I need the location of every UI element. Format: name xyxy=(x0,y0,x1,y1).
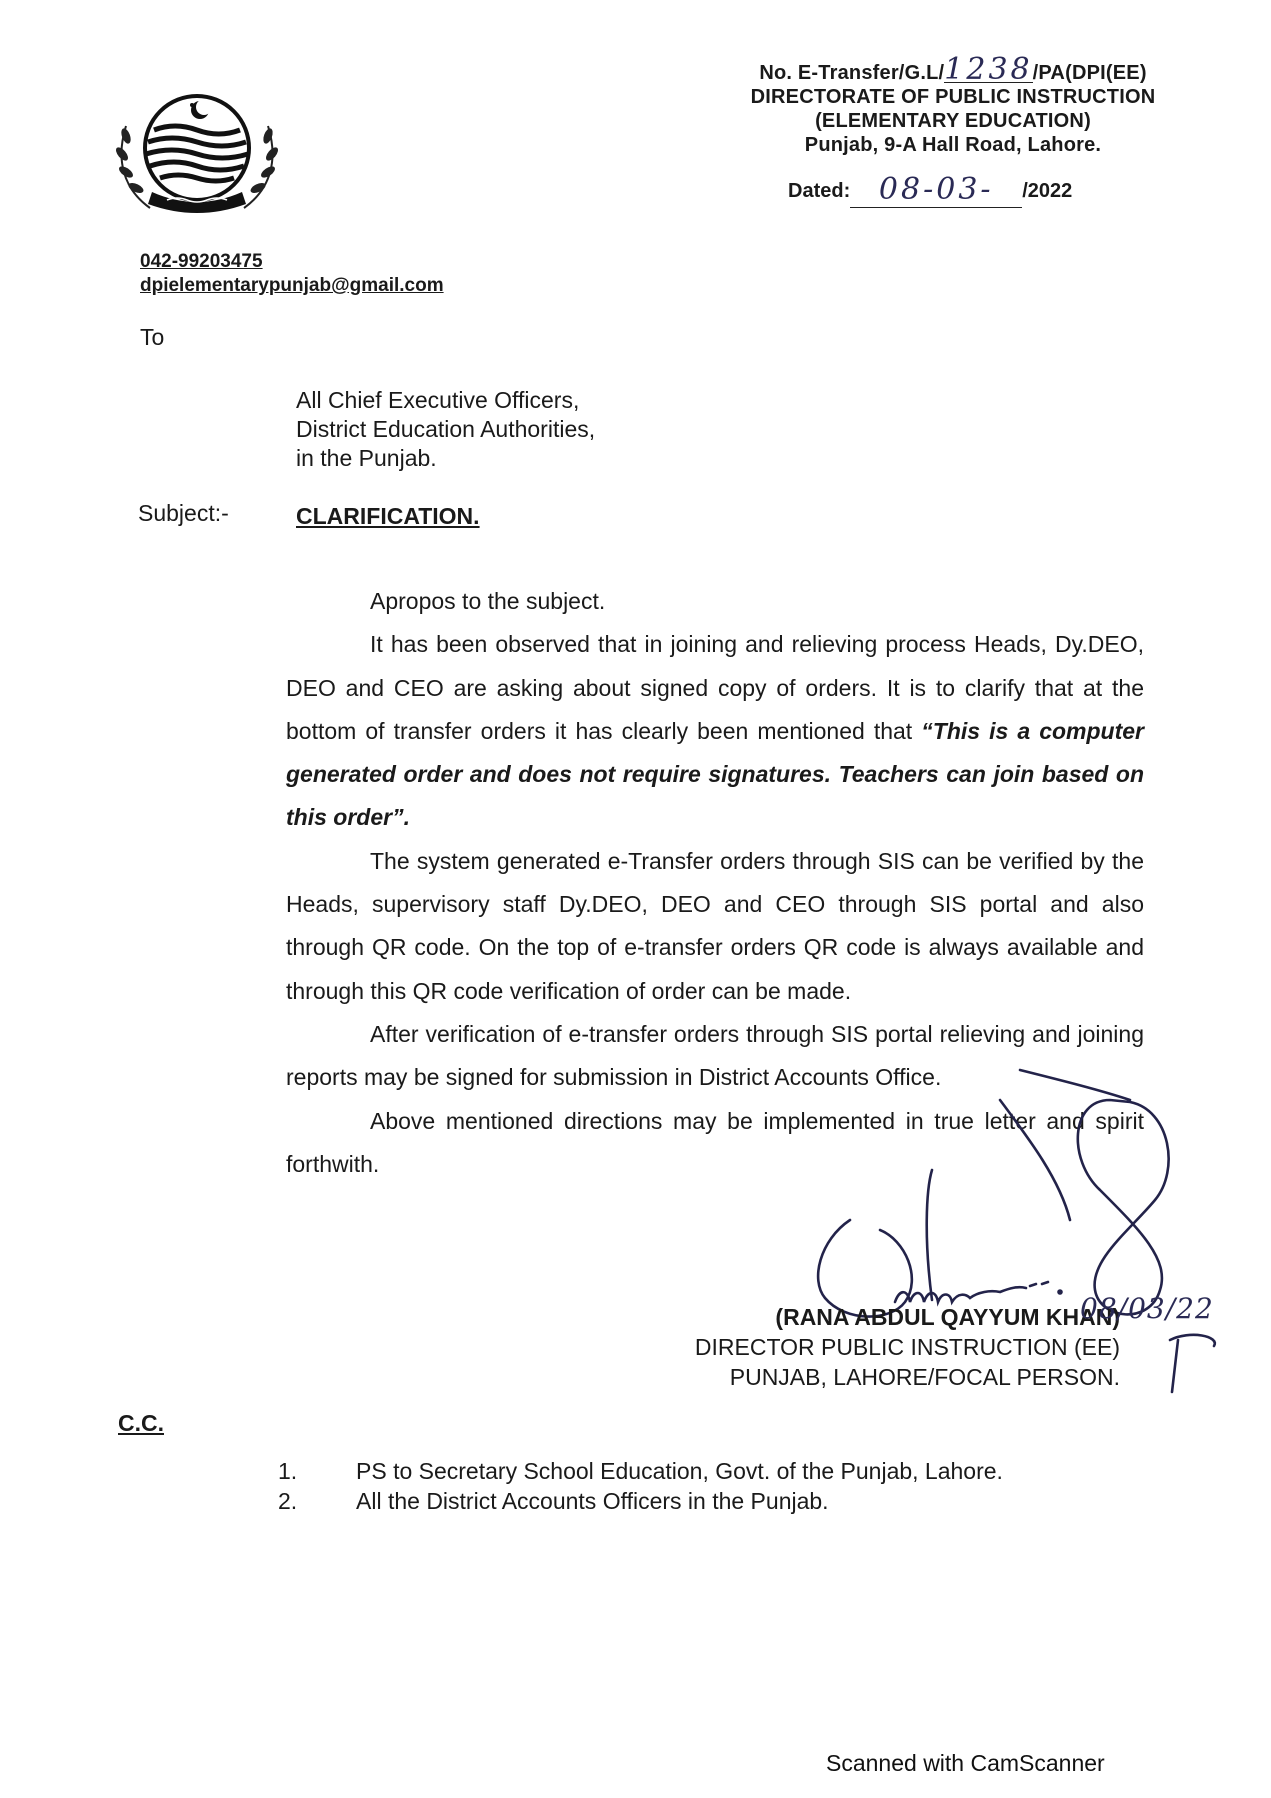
subject-label: Subject:- xyxy=(138,500,229,526)
to-label: To xyxy=(140,324,165,350)
body-paragraph-4: After verification of e-transfer orders through SIS portal relieving and joining reports may be signed for submission in District Accounts Office. xyxy=(286,1020,1144,1091)
body-paragraph-1: Apropos to the subject. xyxy=(370,588,606,614)
phone-number: 042-99203475 xyxy=(140,251,263,272)
directorate-name: DIRECTORATE OF PUBLIC INSTRUCTION xyxy=(750,86,1156,108)
directorate-address: Punjab, 9-A Hall Road, Lahore. xyxy=(804,134,1102,156)
scanner-watermark: Scanned with CamScanner xyxy=(826,1750,1105,1776)
date-line: Dated: 08-03- /2022 xyxy=(788,172,1073,207)
cc-list xyxy=(278,1456,1003,1516)
punjab-government-emblem-icon xyxy=(112,88,282,218)
cc-label: C.C. xyxy=(118,1410,164,1436)
handwritten-signature-date: 08/03/22 xyxy=(1080,1292,1214,1325)
signatory-name: (RANA ABDUL QAYYUM KHAN) xyxy=(775,1304,1120,1330)
signatory-location: PUNJAB, LAHORE/FOCAL PERSON. xyxy=(729,1364,1120,1390)
body-paragraph-2: It has been observed that in joining and relieving process Heads, Dy.DEO, DEO and CEO are asking about signed copy of orders. It is to clarify that at the bottom of transfer orders it has clearly been mentioned that “This is a computer generated order and does not require signatures. Teachers can join based on this order”. xyxy=(286,631,1144,831)
list-item: 1. PS to Secretary School Education, Govt. of the Punjab, Lahore. xyxy=(278,1458,1003,1484)
contact-info xyxy=(140,250,444,298)
directorate-subname: (ELEMENTARY EDUCATION) xyxy=(815,110,1091,132)
body-paragraph-5: Above mentioned directions may be implemented in true letter and spirit forthwith. xyxy=(286,1107,1144,1177)
subject-text: CLARIFICATION. xyxy=(296,503,480,529)
email-address: dpielementarypunjab@gmail.com xyxy=(140,275,444,296)
quoted-statement: “This is a computer generated order and does not require signatures. Teachers can join based on this order”. xyxy=(286,717,1144,831)
list-item: 2. All the District Accounts Officers in the Punjab. xyxy=(278,1488,829,1514)
handwritten-date: 08-03- xyxy=(850,172,1022,208)
body-paragraph-3: The system generated e-Transfer orders through SIS can be verified by the Heads, supervisory staff Dy.DEO, DEO and CEO through SIS portal and also through QR code. On the top of e-transfer orders QR code is always available and through this QR code verification of order can be made. xyxy=(286,847,1144,1004)
reference-number: No. E-Transfer/G.L/1238/PA(DPI(EE) xyxy=(759,52,1147,87)
signatory-title: DIRECTOR PUBLIC INSTRUCTION (EE) xyxy=(694,1334,1120,1360)
letter-header xyxy=(718,52,1188,157)
handwritten-ref-number: 1238 xyxy=(944,52,1033,87)
addressee: All Chief Executive Officers, District Education Authorities, in the Punjab. xyxy=(296,387,596,471)
signature-block xyxy=(620,1302,1120,1392)
